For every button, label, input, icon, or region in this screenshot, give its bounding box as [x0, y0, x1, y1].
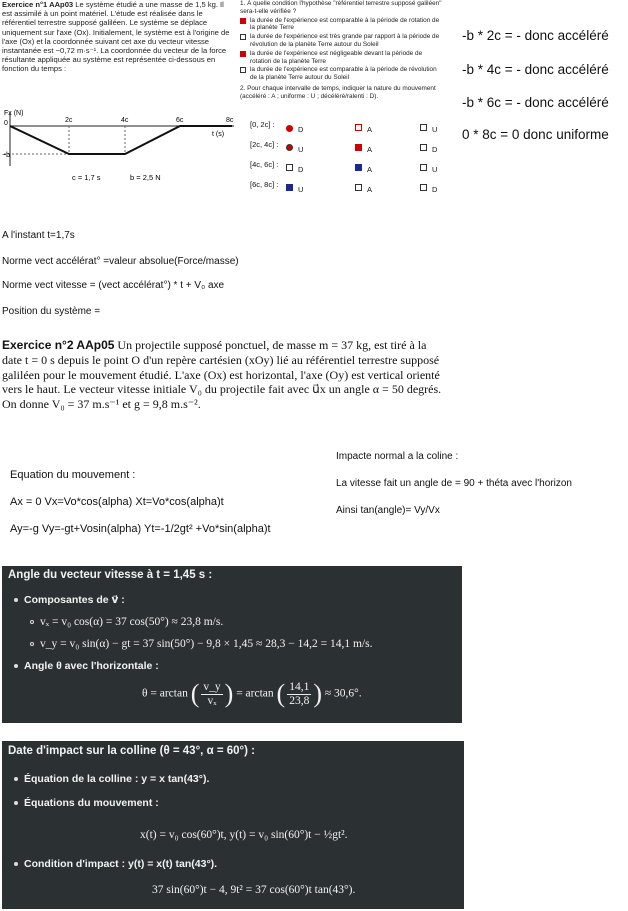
- panel2-mvt-eq: x(t) = v₀ cos(60°)t, y(t) = v₀ sin(60°)t − ½gt².: [140, 829, 348, 841]
- panel2-title: Date d'impact sur la colline (θ = 43°, α = 60°) :: [8, 745, 255, 757]
- panel1-theta-equation: θ = arctan ( $\frac{v\_y}{\text{vₓ}}$ ) = arctan ( $\frac{14,1}{23,8}$ ) ≈ 30,6°.: [142, 679, 362, 708]
- checkbox[interactable]: [420, 164, 427, 171]
- checkbox-checked[interactable]: [240, 51, 246, 57]
- right-note-2: -b * 4c = - donc accéléré: [462, 62, 609, 77]
- graph-xunit: t (s): [212, 131, 225, 138]
- note-instant: A l'instant t=1,7s: [2, 230, 75, 241]
- interval-row-3: [4c, 6c] : D A U: [250, 160, 438, 174]
- option-4[interactable]: la durée de l'expérience est comparable à la période de révolution de la planète Terre autour du Soleil: [240, 66, 445, 82]
- note-norme-vit: Norme vect vitesse = (vect accélérat°) * t + V₀ axe: [2, 280, 225, 291]
- q1-title: 1. À quelle condition l'hypothèse "référentiel terrestre supposé galiléen" sera-t-elle vérifiée ?: [240, 0, 442, 15]
- checkbox-checked[interactable]: [286, 144, 293, 151]
- checkbox[interactable]: [420, 144, 427, 151]
- panel1-vy: v_y = v₀ sin(α) − gt = 37 sin(50°) − 9,8 × 1,45 ≈ 28,3 − 14,2 = 14,1 m/s.: [30, 638, 372, 650]
- panel-impact: [2, 741, 464, 909]
- interval-row-1: [0, 2c] : D A U: [250, 120, 438, 134]
- exercise1-block: [2, 0, 236, 74]
- panel2-cond-eq: 37 sin(60°)t − 4, 9t² = 37 cos(60°)t tan(43°).: [152, 884, 356, 896]
- right-note-1: -b * 2c = - donc accéléré: [462, 28, 609, 43]
- graph-neg-b: −b: [2, 152, 10, 159]
- exercise1-text: Le système étudié a une masse de 1,5 kg. Il est assimilé à un point matériel. L'étude est réalisée dans le référentiel terrestre supposé galiléen. Le système se déplace uniquement sur l'axe (Ox). Initialement, le système est à l'origine de l'axe (Ox) et la coordonnée suivant cet axe du vecteur vitesse instantanée est −0,72 m·s⁻¹. La coordonnée du vecteur de la force résultante appliquée au système est représentée ci-dessous en fonction du temps :: [2, 0, 230, 74]
- bullet-icon: [14, 664, 18, 668]
- panel1-comp-title: Composantes de v⃗ :: [14, 594, 125, 606]
- panel2-colline: Équation de la colline : y = x tan(43°).: [14, 773, 209, 785]
- checkbox-checked[interactable]: [286, 125, 293, 132]
- interval-grid: [250, 120, 450, 200]
- panel-angle: [2, 566, 462, 723]
- panel1-angle-title: Angle θ avec l'horizontale :: [14, 660, 159, 672]
- panel1-title: Angle du vecteur vitesse à t = 1,45 s :: [8, 569, 213, 581]
- tick-6c: 6c: [176, 117, 184, 124]
- checkbox-x[interactable]: [355, 124, 362, 131]
- checkbox[interactable]: [286, 164, 293, 171]
- force-graph: [2, 108, 238, 190]
- c-value: c = 1,7 s: [72, 173, 101, 182]
- graph-ylabel: Fx (N): [4, 110, 24, 117]
- bullet-icon: [14, 801, 18, 805]
- bullet-icon: [14, 862, 18, 866]
- note-norme-acc: Norme vect accélérat° =valeur absolue(Force/masse): [2, 256, 239, 267]
- panel2-cond-title: Condition d'impact : y(t) = x(t) tan(43°).: [14, 858, 217, 870]
- interval-row-2: [2c, 4c] : U A D: [250, 140, 438, 154]
- checkbox[interactable]: [420, 124, 427, 131]
- right-note-4: 0 * 8c = 0 donc uniforme: [462, 127, 609, 142]
- equations-heading: Equation du mouvement :: [10, 469, 136, 481]
- right-note-3: -b * 6c = - donc accéléré: [462, 95, 609, 110]
- tick-2c: 2c: [65, 117, 73, 124]
- checkbox[interactable]: [240, 34, 246, 40]
- graph-origin: 0: [4, 120, 8, 127]
- question-block: [240, 0, 445, 101]
- exercise2-title: Exercice n°2 AAp05: [2, 338, 115, 352]
- equations-ay: Ay=-g Vy=-gt+Vosin(alpha) Yt=-1/2gt² +Vo*sin(alpha)t: [10, 523, 271, 535]
- checkbox[interactable]: [355, 184, 362, 191]
- exercise2-text: Un projectile supposé ponctuel, de masse m = 37 kg, est tiré à la date t = 0 s depuis le point O d'un repère cartésien (xOy) lié au référentiel terrestre supposé galiléen pour le mouvement étudié. L'axe (Ox) est horizontal, l'axe (Oy) est vertical orienté vers le haut. Le vecteur vitesse initiale V₀ du projectile fait avec u⃗x un angle α = 50 degrés. On donne V₀ = 37 m.s⁻¹ et g = 9,8 m.s⁻².: [2, 338, 442, 412]
- equations-ax: Ax = 0 Vx=Vo*cos(alpha) Xt=Vo*cos(alpha)t: [10, 496, 224, 508]
- sub-bullet-icon: [30, 620, 34, 624]
- interval-row-4: [6c, 8c] : U A D: [250, 180, 438, 194]
- note-position: Position du système =: [2, 306, 101, 317]
- impact-note-2: La vitesse fait un angle de = 90 + théta avec l'horizon: [336, 478, 572, 489]
- checkbox-checked[interactable]: [355, 164, 362, 171]
- q2-title: 2. Pour chaque intervalle de temps, indiquer la nature du mouvement (accéléré : A ; uniforme : U ; décéléré/ralenti : D).: [240, 84, 436, 100]
- exercise1-title: Exercice n°1 AAp03: [2, 0, 74, 9]
- tick-4c: 4c: [121, 117, 129, 124]
- checkbox-checked[interactable]: [240, 18, 246, 24]
- tick-8c: 8c: [226, 117, 234, 124]
- option-3[interactable]: la durée de l'expérience est négligeable devant la période de rotation de la planète Terre: [240, 50, 445, 66]
- impact-note-1: Impacte normal a la coline :: [336, 451, 459, 462]
- impact-note-3: Ainsi tan(angle)= Vy/Vx: [336, 505, 440, 516]
- force-curve: [10, 126, 232, 154]
- b-value: b = 2,5 N: [130, 173, 161, 182]
- exercise2-block: [2, 338, 442, 412]
- checkbox-checked[interactable]: [355, 144, 362, 151]
- option-1[interactable]: la durée de l'expérience est comparable à la période de rotation de la planète Terre: [240, 17, 445, 33]
- checkbox[interactable]: [240, 67, 246, 73]
- checkbox[interactable]: [420, 184, 427, 191]
- bullet-icon: [14, 598, 18, 602]
- panel2-mvt-title: Équations du mouvement :: [14, 797, 159, 809]
- bullet-icon: [14, 777, 18, 781]
- sub-bullet-icon: [30, 642, 34, 646]
- option-2[interactable]: la durée de l'expérience est très grande par rapport à la période de révolution de la planète Terre autour du Soleil: [240, 33, 445, 49]
- panel1-vx: vₓ = v₀ cos(α) = 37 cos(50°) ≈ 23,8 m/s.: [30, 616, 223, 628]
- checkbox-checked[interactable]: [286, 184, 293, 191]
